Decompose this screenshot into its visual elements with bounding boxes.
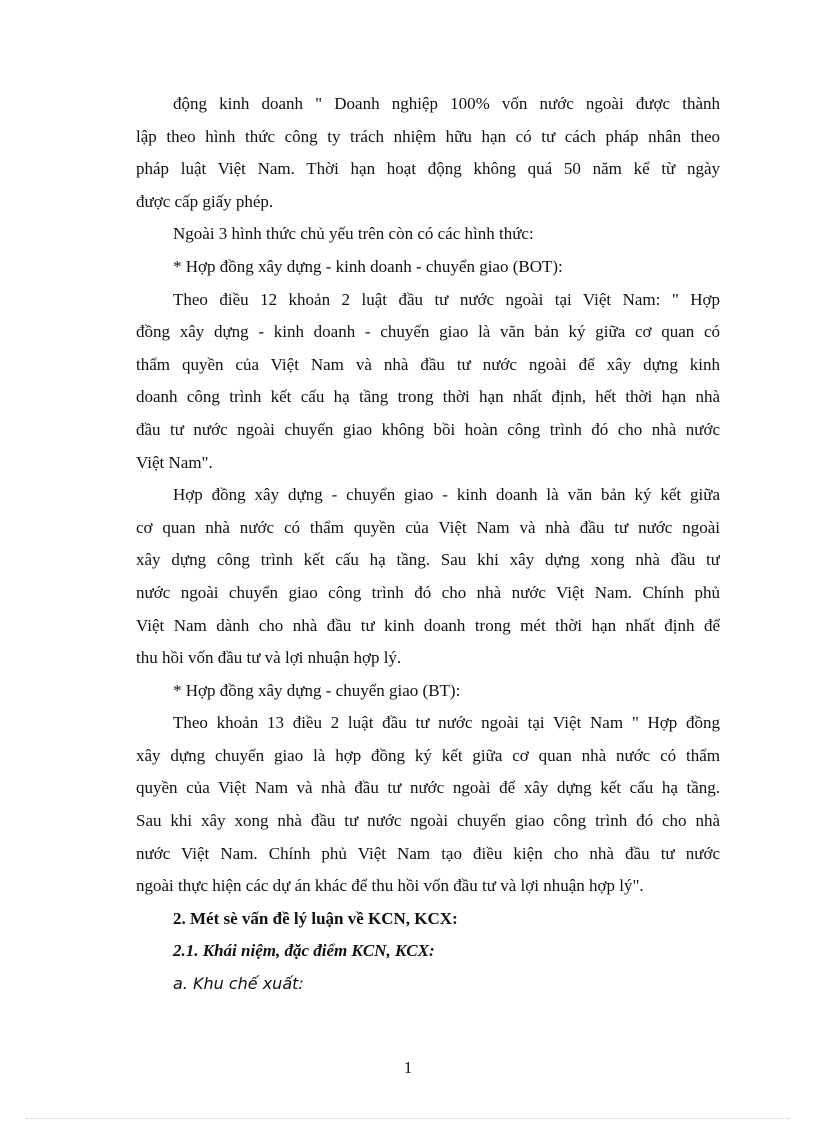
text-line: nước ngoài chuyển giao công trình đó cho nhà nước Việt Nam. Chính phủ (136, 582, 720, 602)
text-line: Việt Nam dành cho nhà đầu tư kinh doanh trong mét thời hạn nhất định để (136, 615, 720, 635)
item-heading: a. Khu chế xuất: (173, 974, 304, 994)
paragraph-bto-definition (136, 479, 720, 675)
text-line: lập theo hình thức công ty trách nhiệm hữu hạn có tư cách pháp nhân theo (136, 126, 720, 146)
text-line: Theo khoản 13 điều 2 luật đầu tư nước ngoài tại Việt Nam " Hợp đồng (173, 713, 720, 733)
text-line: doanh công trình kết cấu hạ tầng trong thời hạn nhất định, hết thời hạn nhà (136, 387, 720, 407)
paragraph-bt-definition (136, 707, 720, 903)
paragraph-2: Ngoài 3 hình thức chủ yếu trên còn có các hình thức: (173, 224, 534, 244)
paragraph-bot-definition (136, 284, 720, 480)
bullet-bot: * Hợp đồng xây dựng - kinh doanh - chuyển giao (BOT): (173, 256, 563, 276)
text-line: pháp luật Việt Nam. Thời hạn hoạt động không quá 50 năm kể từ ngày (136, 159, 720, 179)
text-line: động kinh doanh " Doanh nghiệp 100% vốn nước ngoài được thành (173, 94, 720, 113)
text-line: quyền của Việt Nam và nhà đầu tư nước ngoài để xây dựng kết cấu hạ tầng. (136, 778, 720, 798)
text-line: thẩm quyền của Việt Nam và nhà đầu tư nước ngoài để xây dựng kinh (136, 354, 720, 374)
text-line: xây dựng công trình kết cấu hạ tầng. Sau khi xây dựng xong nhà đầu tư (136, 550, 720, 570)
text-line: cơ quan nhà nước có thẩm quyền của Việt Nam và nhà đầu tư nước ngoài (136, 517, 720, 537)
text-line: thu hồi vốn đầu tư và lợi nhuận hợp lý. (136, 648, 402, 668)
text-line: Hợp đồng xây dựng - chuyển giao - kinh doanh là văn bản ký kết giữa (173, 485, 720, 505)
text-line: nước Việt Nam. Chính phủ Việt Nam tạo điều kiện cho nhà đầu tư nước (136, 843, 720, 863)
text-line: Sau khi xây xong nhà đầu tư nước ngoài chuyển giao công trình đó cho nhà (136, 811, 720, 831)
subsection-heading: 2.1. Khái niệm, đặc điểm KCN, KCX: (173, 941, 435, 961)
page-number: 1 (403, 1058, 413, 1077)
document-body (136, 88, 720, 1001)
text-line: ngoài thực hiện các dự án khác để thu hồi vốn đầu tư và lợi nhuận hợp lý". (136, 876, 644, 896)
text-line: Theo điều 12 khoản 2 luật đầu tư nước ngoài tại Việt Nam: " Hợp (173, 289, 720, 309)
text-line: xây dựng chuyển giao là hợp đồng ký kết giữa cơ quan nhà nước có thẩm (136, 745, 720, 765)
paragraph-1 (136, 88, 720, 218)
text-line: đầu tư nước ngoài chuyển giao không bồi hoàn công trình đó cho nhà nước (136, 419, 720, 439)
text-line: đồng xây dựng - kinh doanh - chuyển giao là văn bản ký giữa cơ quan có (136, 322, 720, 342)
text-line: được cấp giấy phép. (136, 191, 274, 211)
section-heading: 2. Mét sè vấn đề lý luận về KCN, KCX: (173, 908, 458, 928)
text-line: Việt Nam". (136, 452, 213, 472)
footer-divider (26, 1118, 790, 1119)
bullet-bt: * Hợp đồng xây dựng - chuyển giao (BT): (173, 680, 461, 700)
